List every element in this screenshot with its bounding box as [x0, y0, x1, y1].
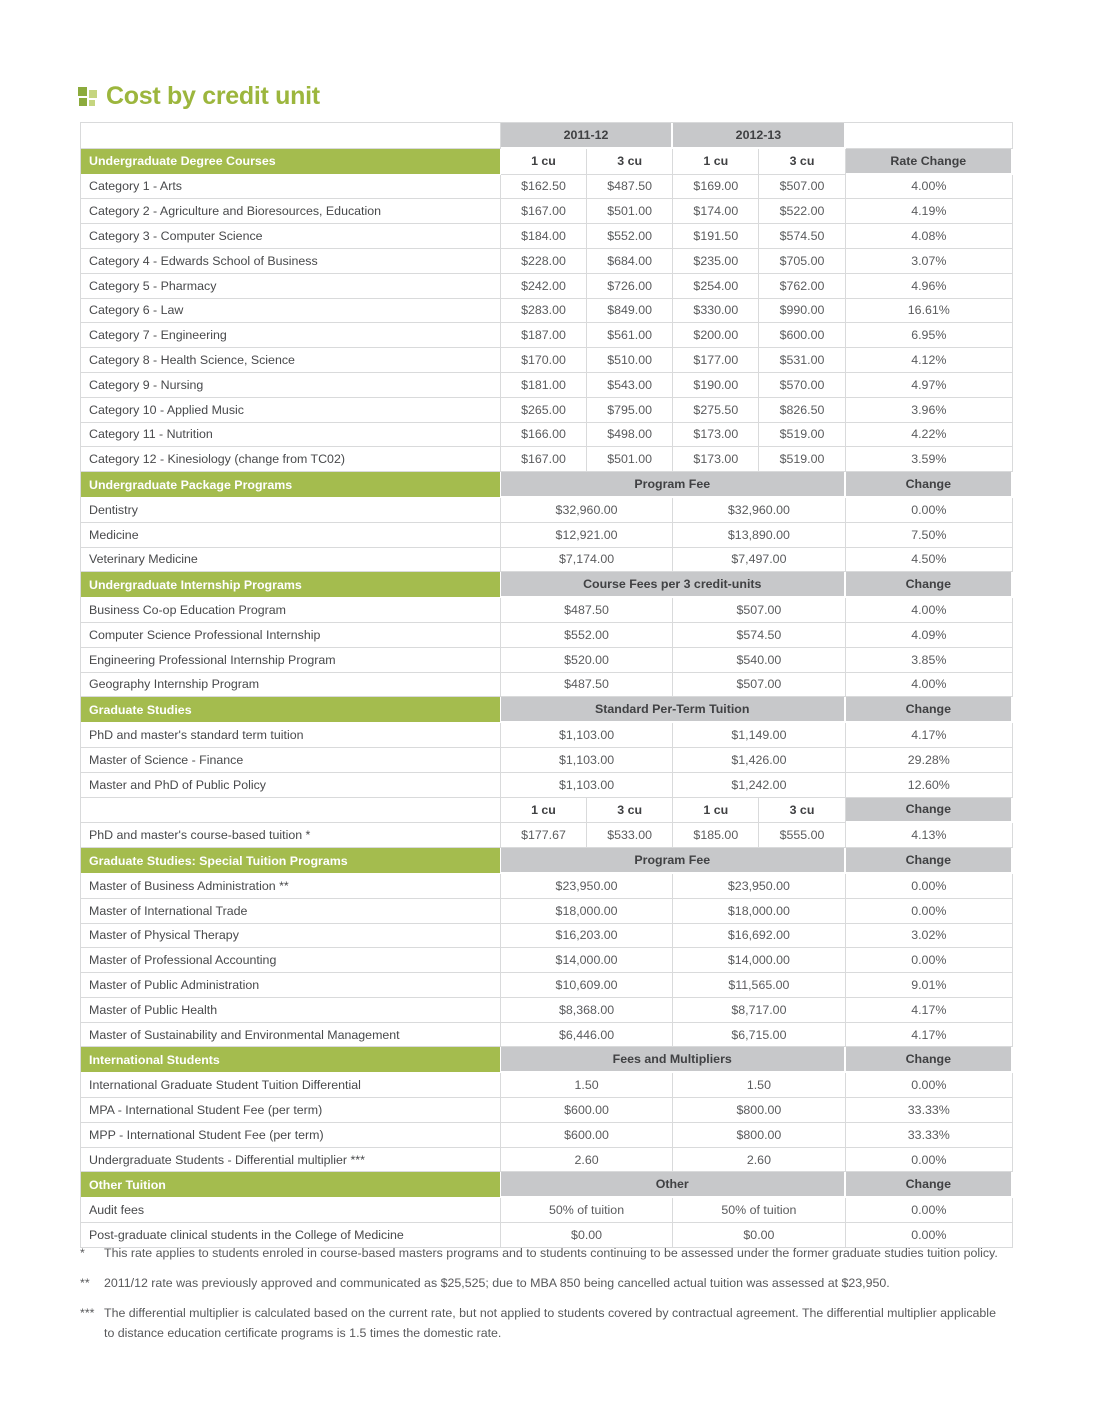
- fee-value: $507.00: [673, 598, 845, 623]
- fee-value: $190.00: [673, 373, 759, 398]
- cu-column-header: 3 cu: [587, 798, 673, 824]
- fee-value: $826.50: [759, 398, 845, 423]
- fee-value: $10,609.00: [501, 973, 673, 998]
- fee-value: $6,446.00: [501, 1023, 673, 1048]
- table-row: [81, 548, 1013, 573]
- table-row: [81, 748, 1013, 773]
- change-value: 0.00%: [846, 1148, 1013, 1173]
- row-label: Master and PhD of Public Policy: [81, 773, 501, 798]
- row-label: Category 6 - Law: [81, 299, 501, 324]
- change-value: 4.97%: [846, 373, 1013, 398]
- change-value: 0.00%: [846, 874, 1013, 899]
- fee-value: $501.00: [587, 447, 673, 472]
- footnotes: [80, 1244, 998, 1354]
- cu-column-header: 3 cu: [759, 149, 845, 175]
- fee-value: $14,000.00: [501, 948, 673, 973]
- section-header-row: [81, 472, 1013, 498]
- mid-column-header: Program Fee: [501, 472, 846, 498]
- table-row: [81, 423, 1013, 448]
- row-label: Master of Public Administration: [81, 973, 501, 998]
- fee-value: $705.00: [759, 249, 845, 274]
- change-value: 4.00%: [846, 598, 1013, 623]
- table-row: [81, 623, 1013, 648]
- change-value: 4.08%: [846, 224, 1013, 249]
- fee-value: $170.00: [501, 348, 587, 373]
- fee-value: 50% of tuition: [501, 1198, 673, 1223]
- row-label: Post-graduate clinical students in the College of Medicine: [81, 1223, 501, 1248]
- subheader-row: [81, 798, 1013, 824]
- fee-value: 2.60: [673, 1148, 845, 1173]
- change-value: 29.28%: [846, 748, 1013, 773]
- blank-cell: [846, 123, 1013, 149]
- table-row: [81, 447, 1013, 472]
- table-row: [81, 673, 1013, 698]
- fee-value: $173.00: [673, 447, 759, 472]
- fee-value: $254.00: [673, 274, 759, 299]
- row-label: Category 2 - Agriculture and Bioresources, Education: [81, 199, 501, 224]
- row-label: Category 12 - Kinesiology (change from TC02): [81, 447, 501, 472]
- fee-value: $1,149.00: [673, 723, 845, 748]
- change-value: 4.13%: [846, 823, 1013, 848]
- change-value: 4.09%: [846, 623, 1013, 648]
- section-header-row: [81, 697, 1013, 723]
- row-label: Veterinary Medicine: [81, 548, 501, 573]
- change-column-header: Change: [846, 697, 1013, 723]
- section-title: Graduate Studies: Special Tuition Programs: [81, 848, 501, 874]
- change-column-header: Change: [846, 472, 1013, 498]
- table-row: [81, 1098, 1013, 1123]
- section-title: Undergraduate Internship Programs: [81, 572, 501, 598]
- footnote: [80, 1244, 998, 1263]
- fee-value: $1,242.00: [673, 773, 845, 798]
- table-row: [81, 948, 1013, 973]
- change-value: 16.61%: [846, 299, 1013, 324]
- row-label: Audit fees: [81, 1198, 501, 1223]
- table-row: [81, 323, 1013, 348]
- row-label: Master of Sustainability and Environmental Management: [81, 1023, 501, 1048]
- mid-column-header: Program Fee: [501, 848, 846, 874]
- change-column-header: Change: [846, 1172, 1013, 1198]
- cu-column-header: 1 cu: [673, 149, 759, 175]
- table-row: [81, 899, 1013, 924]
- row-label: Category 1 - Arts: [81, 175, 501, 200]
- row-label: MPP - International Student Fee (per term): [81, 1123, 501, 1148]
- fee-value: $552.00: [587, 224, 673, 249]
- squares-bullet-icon: [78, 87, 99, 108]
- fee-value: $0.00: [501, 1223, 673, 1248]
- fee-value: $531.00: [759, 348, 845, 373]
- footnote-text: This rate applies to students enroled in course-based masters programs and to students continuing to be assessed under the former graduate studies tuition policy.: [104, 1246, 998, 1260]
- table-row: [81, 823, 1013, 848]
- change-value: 6.95%: [846, 323, 1013, 348]
- fee-value: $167.00: [501, 447, 587, 472]
- cu-column-header: 3 cu: [759, 798, 845, 824]
- fee-value: $0.00: [673, 1223, 845, 1248]
- change-column-header: Rate Change: [846, 149, 1013, 175]
- change-value: 3.07%: [846, 249, 1013, 274]
- fee-value: $235.00: [673, 249, 759, 274]
- fee-value: $185.00: [673, 823, 759, 848]
- cu-column-header: 1 cu: [673, 798, 759, 824]
- row-label: Category 4 - Edwards School of Business: [81, 249, 501, 274]
- fee-value: $174.00: [673, 199, 759, 224]
- table-row: [81, 874, 1013, 899]
- mid-column-header: Course Fees per 3 credit-units: [501, 572, 846, 598]
- section-header-row: [81, 1172, 1013, 1198]
- change-value: 12.60%: [846, 773, 1013, 798]
- fee-value: $23,950.00: [673, 874, 845, 899]
- fee-value: $519.00: [759, 447, 845, 472]
- row-label: Category 3 - Computer Science: [81, 224, 501, 249]
- fee-value: $507.00: [673, 673, 845, 698]
- fee-value: $32,960.00: [501, 498, 673, 523]
- row-label: PhD and master's course-based tuition *: [81, 823, 501, 848]
- change-value: 3.96%: [846, 398, 1013, 423]
- table-row: [81, 648, 1013, 673]
- row-label: PhD and master's standard term tuition: [81, 723, 501, 748]
- fee-value: $167.00: [501, 199, 587, 224]
- section-title: International Students: [81, 1047, 501, 1073]
- table-row: [81, 199, 1013, 224]
- fee-value: $13,890.00: [673, 523, 845, 548]
- year-header-row: [81, 123, 1013, 149]
- change-value: 3.02%: [846, 924, 1013, 949]
- change-value: 4.17%: [846, 1023, 1013, 1048]
- fee-value: $487.50: [501, 673, 673, 698]
- change-value: 4.00%: [846, 175, 1013, 200]
- row-label: Category 8 - Health Science, Science: [81, 348, 501, 373]
- fee-value: $12,921.00: [501, 523, 673, 548]
- change-value: 0.00%: [846, 948, 1013, 973]
- footnote-marker: *: [80, 1246, 85, 1260]
- row-label: Master of Business Administration **: [81, 874, 501, 899]
- table-row: [81, 598, 1013, 623]
- change-value: 3.59%: [846, 447, 1013, 472]
- row-label: International Graduate Student Tuition Differential: [81, 1073, 501, 1098]
- change-value: 0.00%: [846, 1198, 1013, 1223]
- fee-value: $7,497.00: [673, 548, 845, 573]
- row-label: Category 9 - Nursing: [81, 373, 501, 398]
- blank-cell: [81, 798, 501, 824]
- change-value: 9.01%: [846, 973, 1013, 998]
- fee-value: $162.50: [501, 175, 587, 200]
- fee-value: $519.00: [759, 423, 845, 448]
- blank-cell: [81, 123, 501, 149]
- fee-value: $800.00: [673, 1098, 845, 1123]
- row-label: Master of Professional Accounting: [81, 948, 501, 973]
- tuition-table: [80, 122, 1013, 1248]
- table-row: [81, 1148, 1013, 1173]
- fee-value: $1,103.00: [501, 773, 673, 798]
- fee-value: $561.00: [587, 323, 673, 348]
- table-row: [81, 398, 1013, 423]
- change-column-header: Change: [846, 572, 1013, 598]
- fee-value: $726.00: [587, 274, 673, 299]
- cu-column-header: 1 cu: [501, 149, 587, 175]
- mid-column-header: Other: [501, 1172, 846, 1198]
- change-column-header: Change: [846, 848, 1013, 874]
- footnote-text: 2011/12 rate was previously approved and communicated as $25,525; due to MBA 850 being cancelled actual tuition was assessed at $23,950.: [104, 1276, 890, 1291]
- fee-value: $990.00: [759, 299, 845, 324]
- footnote: [80, 1274, 998, 1293]
- fee-value: $181.00: [501, 373, 587, 398]
- mid-column-header: Standard Per-Term Tuition: [501, 697, 846, 723]
- fee-value: $187.00: [501, 323, 587, 348]
- cu-column-header: 1 cu: [501, 798, 587, 824]
- fee-value: $228.00: [501, 249, 587, 274]
- row-label: Engineering Professional Internship Program: [81, 648, 501, 673]
- row-label: Category 5 - Pharmacy: [81, 274, 501, 299]
- fee-value: $1,426.00: [673, 748, 845, 773]
- table-row: [81, 924, 1013, 949]
- change-value: 4.22%: [846, 423, 1013, 448]
- change-value: 4.50%: [846, 548, 1013, 573]
- fee-value: $177.67: [501, 823, 587, 848]
- table-row: [81, 224, 1013, 249]
- footnote-marker: ***: [80, 1306, 95, 1321]
- fee-value: $18,000.00: [673, 899, 845, 924]
- fee-value: $487.50: [587, 175, 673, 200]
- section-header-row: [81, 1047, 1013, 1073]
- section-header-row: [81, 572, 1013, 598]
- fee-value: $507.00: [759, 175, 845, 200]
- change-value: 0.00%: [846, 1073, 1013, 1098]
- footnote: [80, 1304, 998, 1342]
- fee-value: $330.00: [673, 299, 759, 324]
- page-title-text: Cost by credit unit: [106, 82, 320, 110]
- fee-value: $600.00: [501, 1123, 673, 1148]
- fee-value: $16,692.00: [673, 924, 845, 949]
- fee-value: $14,000.00: [673, 948, 845, 973]
- row-label: Category 10 - Applied Music: [81, 398, 501, 423]
- fee-value: $510.00: [587, 348, 673, 373]
- fee-value: $487.50: [501, 598, 673, 623]
- section-title: Undergraduate Degree Courses: [81, 149, 501, 175]
- fee-value: 1.50: [673, 1073, 845, 1098]
- fee-value: $849.00: [587, 299, 673, 324]
- fee-value: $18,000.00: [501, 899, 673, 924]
- fee-value: $522.00: [759, 199, 845, 224]
- fee-value: $555.00: [759, 823, 845, 848]
- change-column-header: Change: [846, 798, 1013, 824]
- change-column-header: Change: [846, 1047, 1013, 1073]
- row-label: MPA - International Student Fee (per term): [81, 1098, 501, 1123]
- table-row: [81, 274, 1013, 299]
- fee-value: $184.00: [501, 224, 587, 249]
- table-row: [81, 299, 1013, 324]
- table-row: [81, 1073, 1013, 1098]
- fee-value: $177.00: [673, 348, 759, 373]
- fee-value: $762.00: [759, 274, 845, 299]
- table-row: [81, 249, 1013, 274]
- fee-value: $1,103.00: [501, 748, 673, 773]
- table-row: [81, 175, 1013, 200]
- table-row: [81, 523, 1013, 548]
- change-value: 4.17%: [846, 723, 1013, 748]
- table-row: [81, 348, 1013, 373]
- row-label: Medicine: [81, 523, 501, 548]
- fee-value: 50% of tuition: [673, 1198, 845, 1223]
- table-row: [81, 1123, 1013, 1148]
- table-row: [81, 973, 1013, 998]
- fee-value: $795.00: [587, 398, 673, 423]
- fee-value: $574.50: [759, 224, 845, 249]
- change-value: 33.33%: [846, 1098, 1013, 1123]
- year-header: 2011-12: [501, 123, 673, 149]
- change-value: 0.00%: [846, 1223, 1013, 1248]
- fee-value: $265.00: [501, 398, 587, 423]
- fee-value: $570.00: [759, 373, 845, 398]
- year-header: 2012-13: [673, 123, 845, 149]
- table-row: [81, 1023, 1013, 1048]
- fee-value: $684.00: [587, 249, 673, 274]
- change-value: 4.00%: [846, 673, 1013, 698]
- row-label: Master of Science - Finance: [81, 748, 501, 773]
- fee-value: $520.00: [501, 648, 673, 673]
- section-title: Undergraduate Package Programs: [81, 472, 501, 498]
- change-value: 3.85%: [846, 648, 1013, 673]
- fee-value: $533.00: [587, 823, 673, 848]
- change-value: 4.17%: [846, 998, 1013, 1023]
- change-value: 0.00%: [846, 899, 1013, 924]
- fee-value: $7,174.00: [501, 548, 673, 573]
- fee-value: $498.00: [587, 423, 673, 448]
- fee-value: 2.60: [501, 1148, 673, 1173]
- fee-value: $540.00: [673, 648, 845, 673]
- row-label: Master of Physical Therapy: [81, 924, 501, 949]
- fee-value: $16,203.00: [501, 924, 673, 949]
- row-label: Business Co-op Education Program: [81, 598, 501, 623]
- row-label: Category 7 - Engineering: [81, 323, 501, 348]
- fee-value: $501.00: [587, 199, 673, 224]
- fee-value: $32,960.00: [673, 498, 845, 523]
- fee-value: $574.50: [673, 623, 845, 648]
- fee-value: $6,715.00: [673, 1023, 845, 1048]
- fee-value: $543.00: [587, 373, 673, 398]
- fee-value: $1,103.00: [501, 723, 673, 748]
- fee-value: $552.00: [501, 623, 673, 648]
- fee-value: $200.00: [673, 323, 759, 348]
- row-label: Master of International Trade: [81, 899, 501, 924]
- table-row: [81, 723, 1013, 748]
- fee-value: $283.00: [501, 299, 587, 324]
- section-header-row: [81, 149, 1013, 175]
- fee-value: $600.00: [759, 323, 845, 348]
- row-label: Category 11 - Nutrition: [81, 423, 501, 448]
- change-value: 4.12%: [846, 348, 1013, 373]
- table-row: [81, 998, 1013, 1023]
- table-row: [81, 373, 1013, 398]
- change-value: 33.33%: [846, 1123, 1013, 1148]
- fee-value: $23,950.00: [501, 874, 673, 899]
- fee-value: $173.00: [673, 423, 759, 448]
- section-title: Graduate Studies: [81, 697, 501, 723]
- row-label: Geography Internship Program: [81, 673, 501, 698]
- table-row: [81, 773, 1013, 798]
- fee-value: $242.00: [501, 274, 587, 299]
- row-label: Master of Public Health: [81, 998, 501, 1023]
- fee-value: $191.50: [673, 224, 759, 249]
- mid-column-header: Fees and Multipliers: [501, 1047, 846, 1073]
- fee-value: $275.50: [673, 398, 759, 423]
- fee-value: $166.00: [501, 423, 587, 448]
- table-row: [81, 498, 1013, 523]
- row-label: Dentistry: [81, 498, 501, 523]
- change-value: 4.19%: [846, 199, 1013, 224]
- row-label: Undergraduate Students - Differential multiplier ***: [81, 1148, 501, 1173]
- section-header-row: [81, 848, 1013, 874]
- page-title: [78, 82, 320, 111]
- table-row: [81, 1198, 1013, 1223]
- fee-value: $11,565.00: [673, 973, 845, 998]
- section-title: Other Tuition: [81, 1172, 501, 1198]
- fee-value: 1.50: [501, 1073, 673, 1098]
- fee-value: $8,368.00: [501, 998, 673, 1023]
- fee-value: $600.00: [501, 1098, 673, 1123]
- fee-value: $800.00: [673, 1123, 845, 1148]
- fee-value: $8,717.00: [673, 998, 845, 1023]
- row-label: Computer Science Professional Internship: [81, 623, 501, 648]
- footnote-marker: **: [80, 1276, 90, 1291]
- change-value: 0.00%: [846, 498, 1013, 523]
- cu-column-header: 3 cu: [587, 149, 673, 175]
- change-value: 4.96%: [846, 274, 1013, 299]
- fee-value: $169.00: [673, 175, 759, 200]
- change-value: 7.50%: [846, 523, 1013, 548]
- footnote-text: The differential multiplier is calculated based on the current rate, but not applied to students covered by contractual agreement. The differential multiplier applicable to distance education certificate programs is 1.5 times the domestic rate.: [104, 1306, 996, 1340]
